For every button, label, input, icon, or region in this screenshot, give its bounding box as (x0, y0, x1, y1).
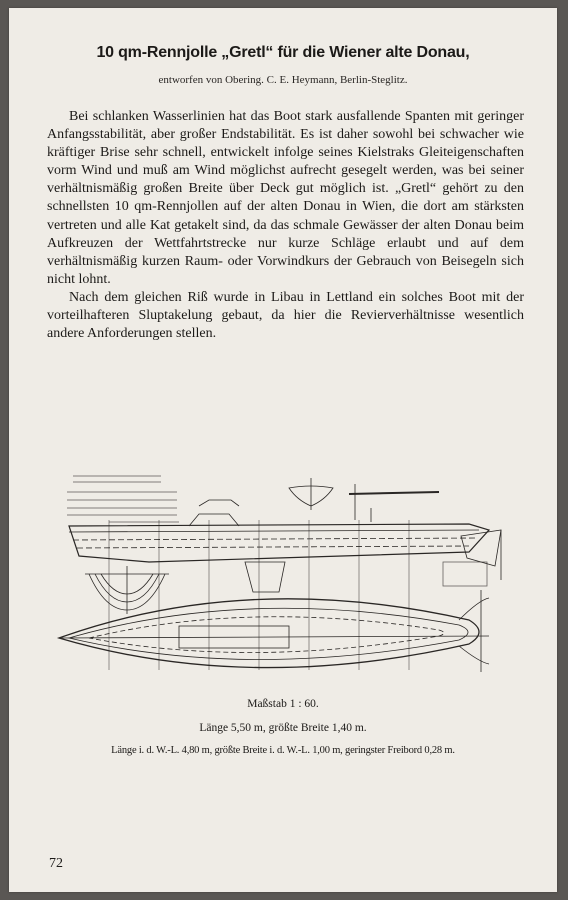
book-page (9, 8, 557, 892)
boat-plan-drawing (49, 470, 517, 682)
scale-caption: Maßstab 1 : 60. (247, 698, 319, 710)
paragraph-2: Nach dem gleichen Riß wurde in Libau in Lettland ein solches Boot mit der vorteilhafteren Sluptakelung gebaut, da hier die Revierverhältnisse wesentlich andere Anforderungen stellen. (47, 289, 524, 342)
section-view-small (199, 500, 239, 506)
dimension-table (67, 476, 179, 522)
page-title: 10 qm-Rennjolle „Gretl“ für die Wiener alte Donau, (96, 44, 470, 61)
paragraph-1: Bei schlanken Wasserlinien hat das Boot stark ausfallende Spanten mit geringer Anfangsstabilität, aber großer Endstabilität. Es ist daher sowohl bei schwacher wie kräftiger Brise sehr schnell, entwickelt infolge seines Kielstraks Gleiteigenschaften vorm Wind und muß am Wind möglichst aufrecht gesegelt werden, was bei seiner verhältnismäßig großen Breite über Deck gut möglich ist. „Gretl“ gehört zu den schnellsten 10 qm-Rennjollen auf der alten Donau in Wien, die dort am stärksten vertreten und alle Kat getakelt sind, da das schmale Gewässer der alten Donau beim Aufkreuzen der Wettfahrtstrecke nur kurze Schläge erlaubt und auf dem verhältnismäßig kurzen Raum- oder Vorwindkurs der Gebrauch von Beisegeln sich nicht lohnt. (47, 109, 524, 287)
body-text (47, 108, 524, 343)
body-plan-sections (85, 566, 169, 614)
designer-credit: entworfen von Obering. C. E. Heymann, Berlin-Steglitz. (158, 74, 408, 86)
page-number: 72 (49, 856, 63, 871)
waterline-caption: Länge i. d. W.-L. 4,80 m, größte Breite i. d. W.-L. 1,00 m, geringster Freibord 0,28 m. (111, 745, 455, 756)
boom (349, 492, 439, 494)
centerboard (245, 562, 285, 592)
deck-plan (59, 590, 489, 672)
dimensions-caption: Länge 5,50 m, größte Breite 1,40 m. (199, 722, 367, 734)
